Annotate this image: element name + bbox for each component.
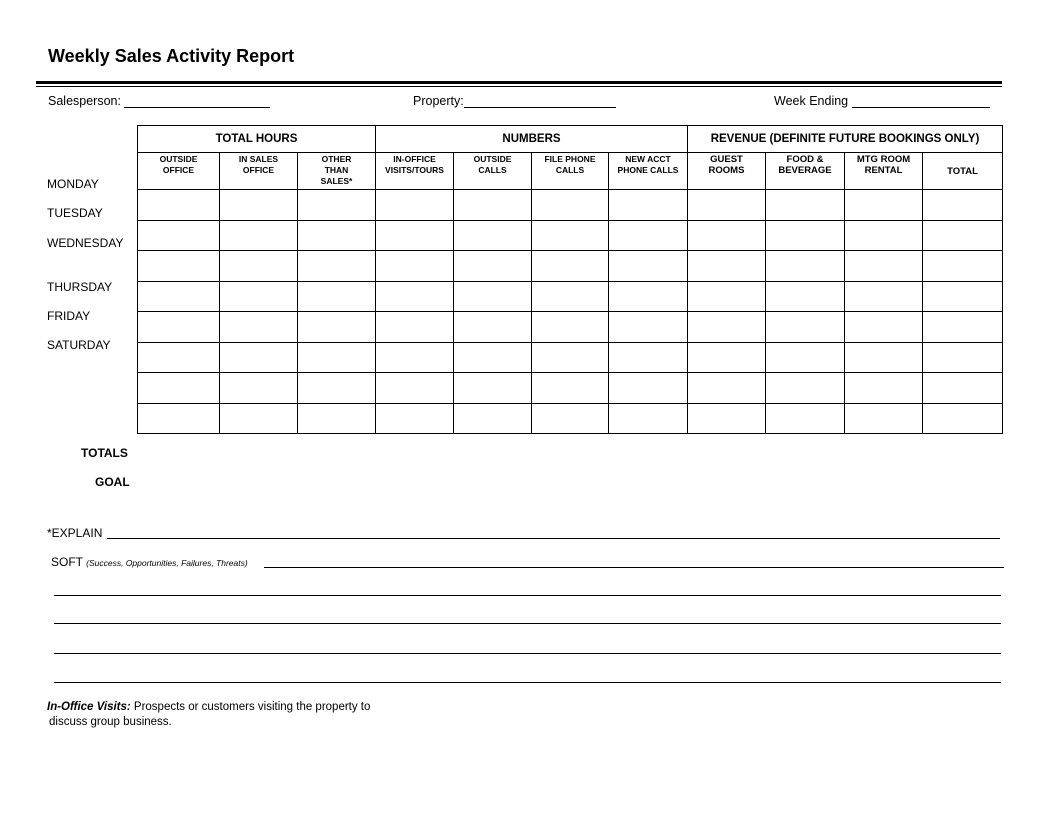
entry-cell[interactable] <box>220 312 298 343</box>
entry-cell[interactable] <box>766 281 845 312</box>
entry-cell[interactable] <box>454 281 532 312</box>
entry-cell[interactable] <box>454 312 532 343</box>
entry-cell[interactable] <box>298 220 376 251</box>
group-numbers: NUMBERS <box>376 126 688 153</box>
entry-cell[interactable] <box>138 403 220 434</box>
entry-cell[interactable] <box>138 190 220 221</box>
entry-cell[interactable] <box>923 403 1003 434</box>
notes-line[interactable] <box>54 682 1001 683</box>
entry-cell[interactable] <box>609 312 688 343</box>
group-total-hours: TOTAL HOURS <box>138 126 376 153</box>
entry-cell[interactable] <box>766 220 845 251</box>
entry-cell[interactable] <box>298 373 376 404</box>
week-ending-field[interactable] <box>774 94 990 108</box>
day-label: FRIDAY <box>47 309 91 323</box>
notes-line[interactable] <box>54 653 1001 654</box>
day-label: MONDAY <box>47 177 99 191</box>
entry-cell[interactable] <box>298 342 376 373</box>
entry-cell[interactable] <box>376 220 454 251</box>
totals-label: TOTALS <box>81 446 128 460</box>
column-header: FILE PHONE CALLS <box>532 153 609 190</box>
activity-table <box>137 125 1003 434</box>
entry-cell[interactable] <box>532 190 609 221</box>
entry-cell[interactable] <box>298 312 376 343</box>
page-title: Weekly Sales Activity Report <box>48 46 295 66</box>
table-row <box>138 403 1003 434</box>
entry-cell[interactable] <box>688 190 766 221</box>
entry-cell[interactable] <box>376 312 454 343</box>
day-label: SATURDAY <box>47 338 111 352</box>
table-row <box>138 342 1003 373</box>
entry-cell[interactable] <box>609 403 688 434</box>
column-header: GUEST ROOMS <box>688 153 766 190</box>
explain-label: *EXPLAIN <box>47 526 103 540</box>
entry-cell[interactable] <box>845 342 923 373</box>
entry-cell[interactable] <box>609 373 688 404</box>
entry-cell[interactable] <box>298 251 376 282</box>
column-header: OUTSIDE OFFICE <box>138 153 220 190</box>
entry-cell[interactable] <box>532 281 609 312</box>
column-header: TOTAL <box>923 153 1003 190</box>
entry-cell[interactable] <box>845 251 923 282</box>
soft-label: SOFT <box>51 555 83 569</box>
entry-cell[interactable] <box>138 342 220 373</box>
entry-cell[interactable] <box>688 281 766 312</box>
entry-cell[interactable] <box>138 312 220 343</box>
entry-cell[interactable] <box>376 251 454 282</box>
week-ending-input-line[interactable] <box>852 95 990 108</box>
goal-label: GOAL <box>95 475 130 489</box>
entry-cell[interactable] <box>454 403 532 434</box>
entry-cell[interactable] <box>376 373 454 404</box>
entry-cell[interactable] <box>220 281 298 312</box>
entry-cell[interactable] <box>688 403 766 434</box>
entry-cell[interactable] <box>138 220 220 251</box>
week-ending-label: Week Ending <box>774 94 849 108</box>
entry-cell[interactable] <box>923 312 1003 343</box>
entry-cell[interactable] <box>220 251 298 282</box>
entry-cell[interactable] <box>609 342 688 373</box>
table-row <box>138 281 1003 312</box>
entry-cell[interactable] <box>454 220 532 251</box>
soft-hint: (Success, Opportunities, Failures, Threats) <box>86 558 248 568</box>
day-label: TUESDAY <box>47 206 103 220</box>
entry-cell[interactable] <box>532 220 609 251</box>
entry-cell[interactable] <box>220 342 298 373</box>
entry-cell[interactable] <box>923 190 1003 221</box>
entry-cell[interactable] <box>688 373 766 404</box>
table-row <box>138 312 1003 343</box>
column-header: OUTSIDE CALLS <box>454 153 532 190</box>
table-row <box>138 251 1003 282</box>
footnote-term: In-Office Visits: <box>47 701 131 713</box>
table-row <box>138 190 1003 221</box>
notes-line[interactable] <box>54 623 1001 624</box>
entry-cell[interactable] <box>766 403 845 434</box>
entry-cell[interactable] <box>766 342 845 373</box>
entry-cell[interactable] <box>298 403 376 434</box>
entry-cell[interactable] <box>532 403 609 434</box>
footnote-line-2: discuss group business. <box>49 716 172 728</box>
table-row <box>138 220 1003 251</box>
entry-cell[interactable] <box>845 312 923 343</box>
entry-cell[interactable] <box>845 281 923 312</box>
property-label: Property: <box>413 94 464 108</box>
day-label: THURSDAY <box>47 280 113 294</box>
column-header: NEW ACCT PHONE CALLS <box>609 153 688 190</box>
entry-cell[interactable] <box>376 190 454 221</box>
soft-line[interactable] <box>264 567 1004 568</box>
entry-cell[interactable] <box>220 190 298 221</box>
entry-cell[interactable] <box>532 342 609 373</box>
day-label: WEDNESDAY <box>47 236 124 250</box>
entry-cell[interactable] <box>609 220 688 251</box>
entry-cell[interactable] <box>454 251 532 282</box>
entry-cell[interactable] <box>454 373 532 404</box>
entry-cell[interactable] <box>766 190 845 221</box>
notes-line[interactable] <box>54 595 1001 596</box>
column-header: MTG ROOM RENTAL <box>845 153 923 190</box>
entry-cell[interactable] <box>532 312 609 343</box>
title-rule-thick <box>36 81 1002 84</box>
entry-cell[interactable] <box>532 251 609 282</box>
entry-cell[interactable] <box>688 220 766 251</box>
entry-cell[interactable] <box>923 342 1003 373</box>
title-rule-thin <box>36 86 1002 87</box>
column-header: OTHER THAN SALES* <box>298 153 376 190</box>
entry-cell[interactable] <box>766 312 845 343</box>
footnote-line-1: Prospects or customers visiting the property to <box>130 701 371 713</box>
entry-cell[interactable] <box>766 251 845 282</box>
entry-cell[interactable] <box>220 220 298 251</box>
entry-cell[interactable] <box>688 312 766 343</box>
column-header: FOOD & BEVERAGE <box>766 153 845 190</box>
entry-cell[interactable] <box>220 403 298 434</box>
entry-cell[interactable] <box>138 251 220 282</box>
property-field[interactable] <box>413 94 616 108</box>
salesperson-input-line[interactable] <box>124 95 270 108</box>
entry-cell[interactable] <box>376 342 454 373</box>
entry-cell[interactable] <box>766 373 845 404</box>
entry-cell[interactable] <box>688 251 766 282</box>
explain-line[interactable] <box>107 538 1000 539</box>
column-header: IN-OFFICE VISITS/TOURS <box>376 153 454 190</box>
entry-cell[interactable] <box>138 281 220 312</box>
table-row <box>138 373 1003 404</box>
column-header: IN SALES OFFICE <box>220 153 298 190</box>
entry-cell[interactable] <box>298 190 376 221</box>
salesperson-field[interactable] <box>48 94 270 108</box>
soft-field <box>51 555 248 569</box>
entry-cell[interactable] <box>454 342 532 373</box>
entry-cell[interactable] <box>609 251 688 282</box>
entry-cell[interactable] <box>923 281 1003 312</box>
entry-cell[interactable] <box>298 281 376 312</box>
entry-cell[interactable] <box>923 220 1003 251</box>
entry-cell[interactable] <box>845 190 923 221</box>
entry-cell[interactable] <box>845 403 923 434</box>
property-input-line[interactable] <box>464 95 616 108</box>
entry-cell[interactable] <box>609 190 688 221</box>
entry-cell[interactable] <box>376 281 454 312</box>
entry-cell[interactable] <box>923 251 1003 282</box>
entry-cell[interactable] <box>532 373 609 404</box>
entry-cell[interactable] <box>454 190 532 221</box>
salesperson-label: Salesperson: <box>48 94 121 108</box>
entry-cell[interactable] <box>609 281 688 312</box>
entry-cell[interactable] <box>845 220 923 251</box>
entry-cell[interactable] <box>220 373 298 404</box>
entry-cell[interactable] <box>376 403 454 434</box>
entry-cell[interactable] <box>923 373 1003 404</box>
entry-cell[interactable] <box>688 342 766 373</box>
group-revenue: REVENUE (DEFINITE FUTURE BOOKINGS ONLY) <box>688 126 1003 153</box>
footnote <box>47 700 370 730</box>
entry-cell[interactable] <box>138 373 220 404</box>
entry-cell[interactable] <box>845 373 923 404</box>
